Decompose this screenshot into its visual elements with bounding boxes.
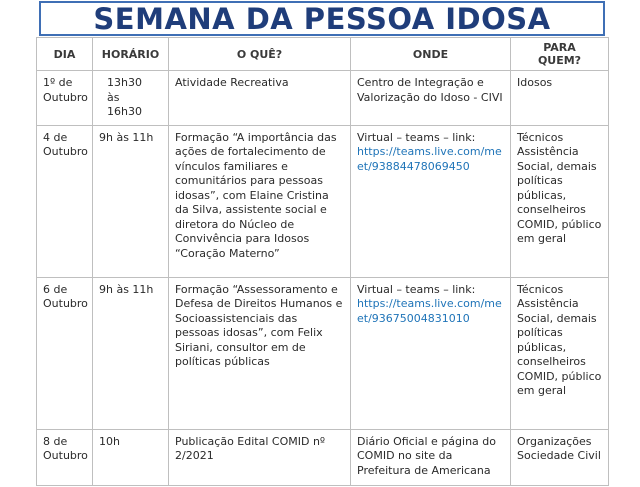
table-header-row — [37, 38, 609, 71]
table-row — [37, 125, 609, 277]
table-row — [37, 429, 609, 485]
cell-para-quem: Idosos — [511, 71, 609, 126]
cell-para-quem: Organizações Sociedade Civil — [511, 429, 609, 485]
onde-text: Centro de Integração e Valorização do Idoso - CIVI — [357, 76, 503, 104]
cell-o-que: Atividade Recreativa — [169, 71, 351, 126]
cell-horario: 9h às 11h — [93, 277, 169, 429]
cell-para-quem: Técnicos Assistência Social, demais políticas públicas, conselheiros COMID, público em geral — [511, 125, 609, 277]
cell-dia: 6 de Outubro — [37, 277, 93, 429]
table-row — [37, 277, 609, 429]
table-row — [37, 71, 609, 126]
page-title: SEMANA DA PESSOA IDOSA — [93, 1, 551, 36]
cell-o-que: Formação “A importância das ações de fortalecimento de vínculos familiares e comunitários para pessoas idosas”, com Elaine Cristina da Silva, assistente social e diretora do Núcleo de Convivência para Idosos “Coração Materno” — [169, 125, 351, 277]
title-banner — [39, 1, 605, 36]
cell-onde — [351, 429, 511, 485]
cell-o-que: Formação “Assessoramento e Defesa de Direitos Humanos e Socioassistenciais das pessoas idosas”, com Felix Siriani, consultor em de políticas públicas — [169, 277, 351, 429]
onde-text: Diário Oficial e página do COMID no site da Prefeitura de Americana — [357, 434, 497, 477]
cell-horario: 13h30 às 16h30 — [93, 71, 169, 126]
teams-meeting-link[interactable]: https://teams.live.com/meet/93884478069450 — [357, 145, 502, 173]
header-o-que: O QUÊ? — [169, 38, 351, 71]
onde-text: Virtual – teams – link: — [357, 130, 476, 144]
cell-onde — [351, 277, 511, 429]
header-horario: HORÁRIO — [93, 38, 169, 71]
cell-dia: 4 de Outubro — [37, 125, 93, 277]
header-dia: DIA — [37, 38, 93, 71]
teams-meeting-link[interactable]: https://teams.live.com/meet/93675004831010 — [357, 297, 502, 325]
cell-dia: 1º de Outubro — [37, 71, 93, 126]
header-para-quem-line1: PARA — [543, 41, 576, 54]
cell-dia: 8 de Outubro — [37, 429, 93, 485]
cell-horario: 9h às 11h — [93, 125, 169, 277]
onde-text: Virtual – teams – link: — [357, 282, 476, 296]
cell-onde — [351, 125, 511, 277]
header-para-quem-line2: QUEM? — [537, 54, 582, 67]
cell-o-que: Publicação Edital COMID nº 2/2021 — [169, 429, 351, 485]
cell-onde — [351, 71, 511, 126]
header-para-quem — [511, 38, 609, 71]
schedule-table — [36, 37, 609, 486]
cell-para-quem: Técnicos Assistência Social, demais políticas públicas, conselheiros COMID, público em geral — [511, 277, 609, 429]
cell-horario: 10h — [93, 429, 169, 485]
header-onde: ONDE — [351, 38, 511, 71]
